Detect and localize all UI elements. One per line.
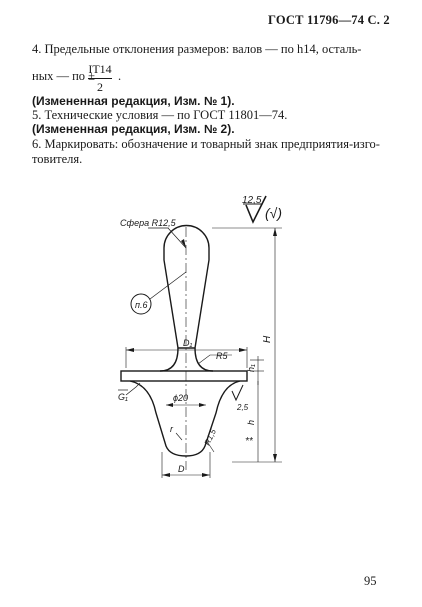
item-6-line-1: 6. Маркировать: обозначение и товарный знак предприятия-изго- bbox=[32, 137, 380, 151]
knob-upper-body bbox=[164, 226, 209, 349]
dim-r5-label: R5 bbox=[216, 351, 228, 361]
dim-g1-label: G₁ bbox=[118, 392, 128, 402]
dim-d-label: D bbox=[178, 464, 185, 474]
item-4-line-1: 4. Предельные отклонения размеров: валов — по h14, осталь- bbox=[32, 42, 362, 56]
page-number: 95 bbox=[364, 574, 377, 588]
item-4-line-2-suffix: . bbox=[118, 69, 122, 83]
left-fillet bbox=[160, 348, 178, 371]
dim-h-label: H bbox=[262, 335, 273, 343]
fraction-denominator: 2 bbox=[97, 80, 103, 94]
page-header: ГОСТ 11796—74 С. 2 bbox=[268, 13, 390, 27]
dim-r-label: r bbox=[170, 424, 173, 434]
item-5: 5. Технические условия — по ГОСТ 11801—74. bbox=[32, 108, 288, 122]
callout-leader bbox=[150, 272, 186, 299]
dim-r1-5-label: R1,5 bbox=[202, 427, 218, 447]
r-leader bbox=[176, 433, 182, 440]
phi20-arrow-right bbox=[199, 403, 206, 407]
roughness-value: 12,5 bbox=[242, 195, 262, 206]
small-roughness-value: 2,5 bbox=[237, 403, 249, 412]
dim-phi20-label: ϕ20 bbox=[173, 393, 189, 403]
amendment-1: (Измененная редакция, Изм. № 1). bbox=[32, 94, 235, 108]
asterisk-mark: ** bbox=[245, 436, 253, 447]
d-arrow-right bbox=[202, 473, 210, 477]
roughness-paren: (√) bbox=[265, 205, 283, 221]
callout-label: п.6 bbox=[135, 300, 148, 310]
phi20-arrow-left bbox=[166, 403, 173, 407]
fraction-numerator: IT14 bbox=[88, 62, 112, 79]
h-arrow-top bbox=[273, 228, 277, 236]
g1-leader bbox=[126, 383, 140, 395]
knob-flange bbox=[121, 371, 247, 381]
dim-d1-label: D₁ bbox=[183, 338, 193, 348]
d-arrow-left bbox=[162, 473, 170, 477]
d1-arrow-left bbox=[126, 348, 134, 352]
item-4-line-2-prefix: ных — по ± bbox=[32, 69, 96, 83]
h-arrow-bottom bbox=[273, 454, 277, 462]
item-6-line-2: товителя. bbox=[32, 152, 83, 166]
dim-h-small-label: h bbox=[246, 419, 256, 425]
small-roughness-icon bbox=[232, 385, 243, 400]
sphere-label: Сфера R12,5 bbox=[120, 218, 176, 228]
d1-arrow-right bbox=[239, 348, 247, 352]
dim-h1-label: h₁ bbox=[246, 364, 256, 372]
amendment-2: (Измененная редакция, Изм. № 2). bbox=[32, 122, 235, 136]
